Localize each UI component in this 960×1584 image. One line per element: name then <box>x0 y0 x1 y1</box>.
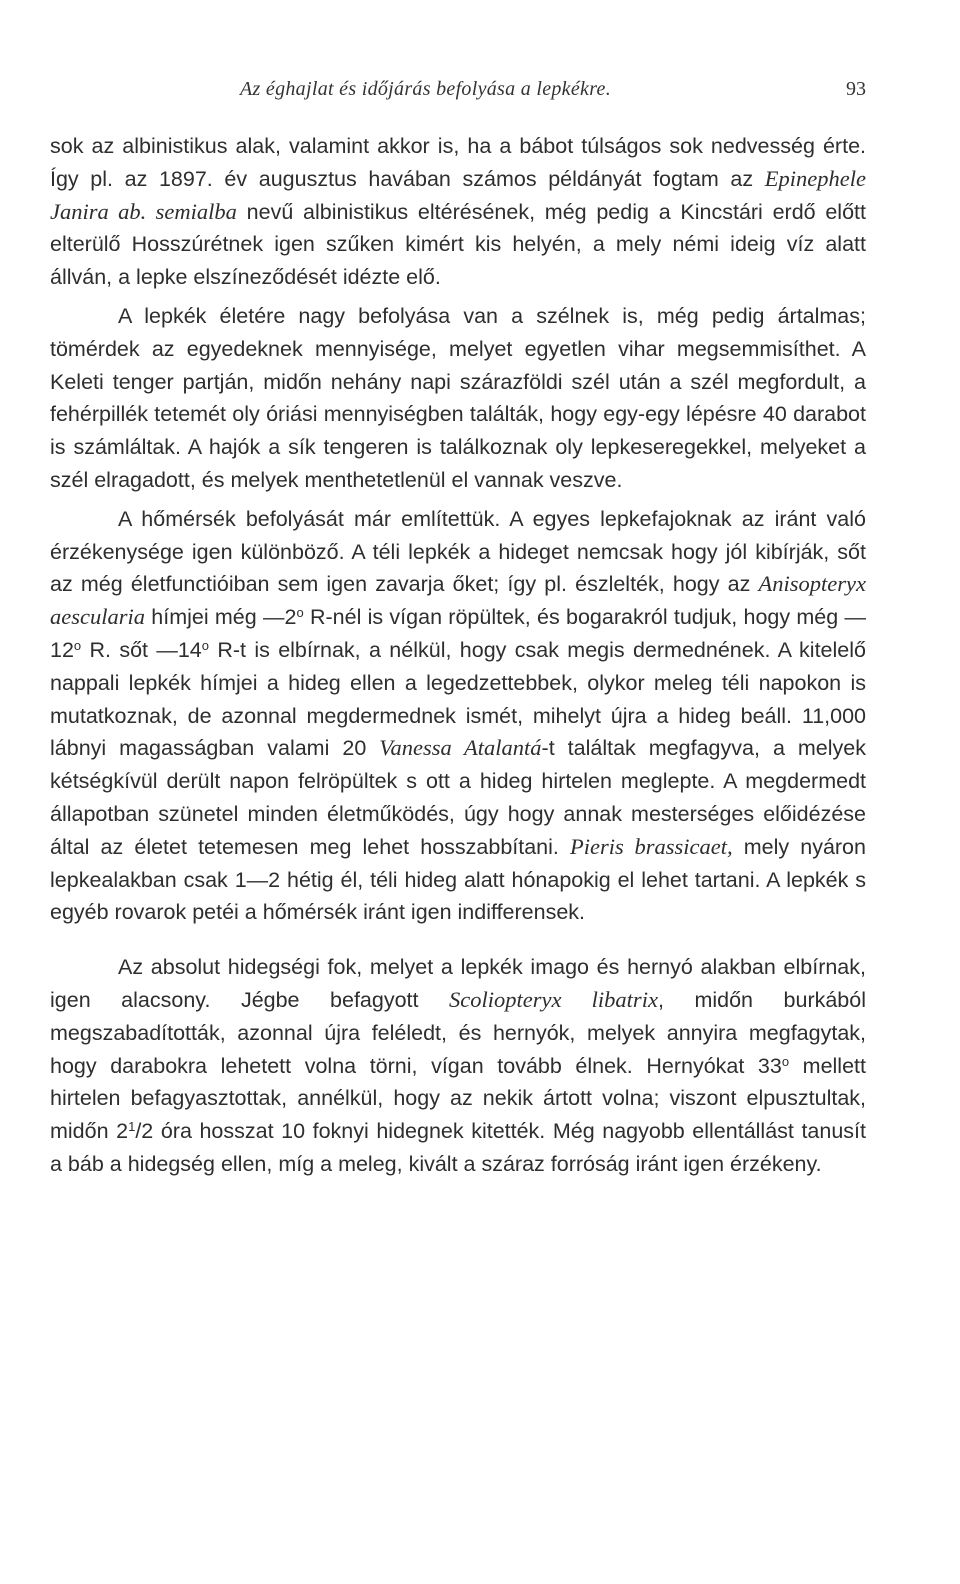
text-run: -t találtak megfagyva, a melyek kétségkívül derült napon felröpültek s ott a hideg hirtelen meglepte. A megdermedt állapotban szünetel minden életműködés, úgy hogy annak mesterséges előidézése által az életet tetemesen meg lehet hosszabbítani. <box>50 736 867 859</box>
text-run: mely nyáron lepkealakban csak 1—2 hétig él, téli hideg alatt hónapokig el lehet tartani. A lepkék s egyéb rovarok petéi a hőmérsék iránt igen indifferensek. <box>50 834 866 925</box>
italic-species-name: Scoliopteryx libatrix <box>449 986 658 1012</box>
superscript: o <box>73 637 82 653</box>
paragraph <box>50 130 866 294</box>
text-run: /2 óra hosszat 10 foknyi hidegnek kitették. Még nagyobb ellentállást tanusít a báb a hidegség ellen, míg a meleg, kivált a száraz forróság iránt igen érzékeny. <box>50 1119 866 1176</box>
paragraph <box>50 300 866 497</box>
book-page <box>50 70 866 1181</box>
italic-species-name: Pieris brassicaet, <box>570 833 733 859</box>
superscript: o <box>296 605 304 621</box>
running-head <box>50 70 866 110</box>
text-run: hímjei még —2 <box>145 605 297 630</box>
italic-species-name: Anisopteryx aescularia <box>50 571 866 630</box>
text-run: R. sőt —14 <box>81 637 202 662</box>
text-run: sok az albinistikus alak, valamint akkor is, ha a bábot túlságos sok nedvesség érte. Így pl. az 1897. év augusztus havában számos példányát fogtam az <box>50 134 866 191</box>
page-number: 93 <box>846 78 866 100</box>
superscript: o <box>201 637 209 653</box>
text-run: R-t is elbírnak, a nélkül, hogy csak megis dermednének. A kitelelő nappali lepkék hímjei a hideg ellen a legedzettebbek, olykor meleg téli napokon is mutatkoznak, de azonnal megdermednek ismét, mihelyt újra a hideg beáll. 11,000 lábnyi magasságban valami 20 <box>50 637 866 761</box>
text-run: R-nél is vígan röpültek, és bogarakról tudjuk, hogy még —12 <box>50 605 866 662</box>
text-run: Az absolut hidegségi fok, melyet a lepkék imago és hernyó alakban elbírnak, igen alacsony. Jégbe befagyott <box>50 955 866 1012</box>
text-run: A hőmérsék befolyását már említettük. A egyes lepkefajoknak az iránt való érzékenysége igen különböző. A téli lepkék a hideget nemcsak hogy jól kibírják, sőt az még életfunctióiban sem igen zavarja őket; így pl. észlelték, hogy az <box>50 506 866 597</box>
superscript: 1 <box>128 1119 136 1135</box>
text-run: mellett hirtelen befagyasztottak, annélkül, hogy az nekik ártott volna; viszont elpusztultak, midőn 2 <box>50 1053 866 1144</box>
running-title: Az éghajlat és időjárás befolyása a lepkékre. <box>240 78 612 100</box>
text-run: A lepkék életére nagy befolyása van a szélnek is, még pedig ártalmas; tömérdek az egyedeknek mennyisége, melyet egyetlen vihar megsemmisíthet. A Keleti tenger partján, midőn nehány napi szárazföldi szél után a szél megfordult, a fehérpillék tetemét oly óriási mennyiségben találták, hogy egy-egy lépésre 40 darabot is számláltak. A hajók a sík tengeren is találkoznak oly lepkeseregekkel, melyeket a szél elragadott, és melyek menthetetlenül el vannak veszve. <box>50 303 866 492</box>
italic-species-name: Epinephele Janira ab. semialba <box>50 165 866 224</box>
superscript: o <box>781 1053 790 1069</box>
italic-species-name: Vanessa Atalantá <box>379 735 542 761</box>
paragraph <box>50 951 866 1181</box>
text-run: , midőn burkából megszabadították, azonnal újra feléledt, és hernyók, melyek annyira megfagytak, hogy darabokra lehetett volna törni, vígan tovább élnek. Hernyókat 33 <box>50 987 867 1078</box>
text-run: nevű albinistikus eltérésének, még pedig a Kincstári erdő előtt elterülő Hosszúrétnek igen szűken kimért kis helyén, a mely némi ideig víz alatt állván, a lepke elszíneződését idézte elő. <box>50 199 866 290</box>
body-text <box>50 130 866 1181</box>
paragraph <box>50 503 866 929</box>
